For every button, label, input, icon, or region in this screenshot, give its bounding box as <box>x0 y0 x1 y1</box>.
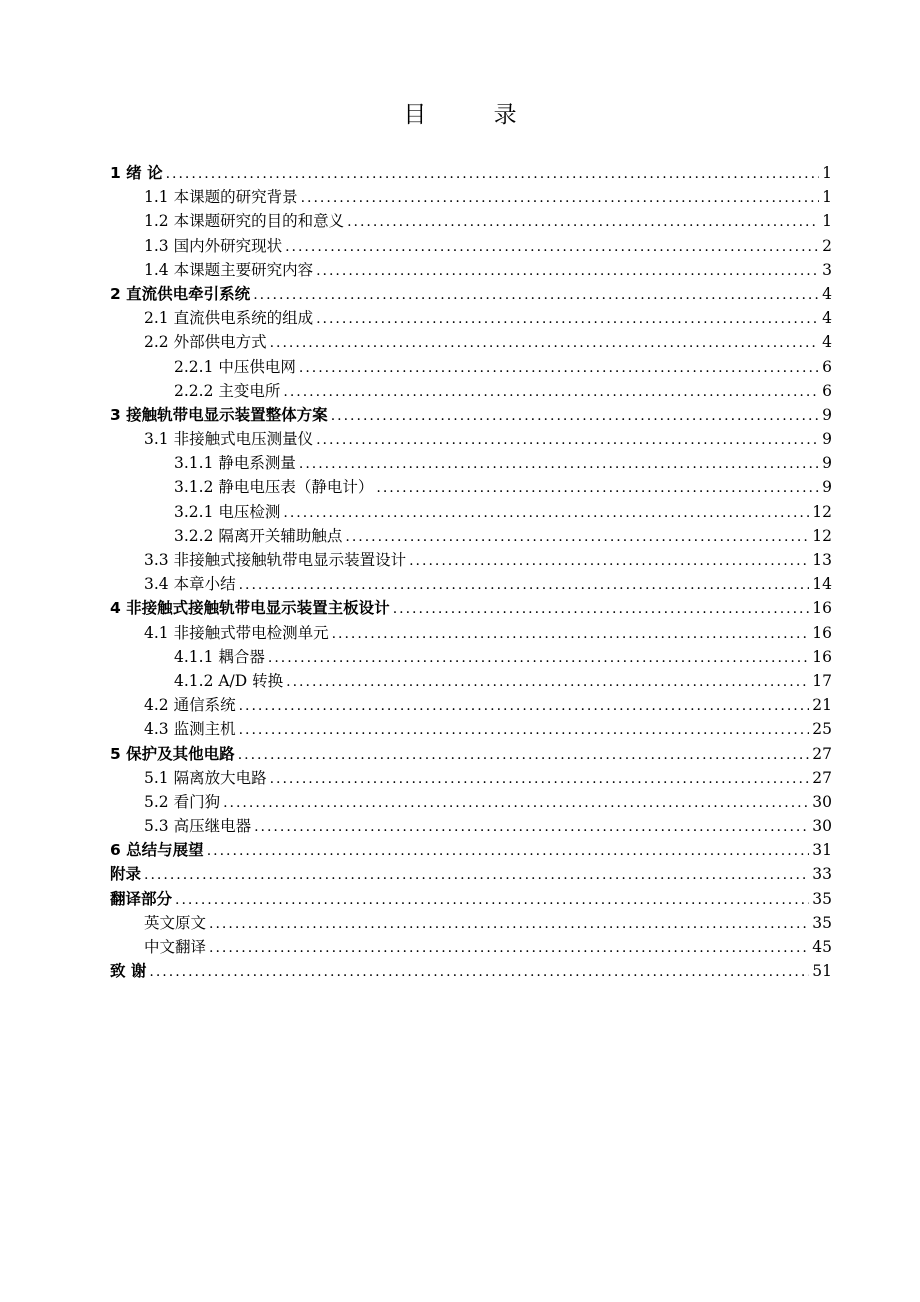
page-title: 目 录 <box>403 102 547 128</box>
toc-entry[interactable] <box>110 185 832 209</box>
toc-page-number: 3 <box>822 260 832 279</box>
toc-entry-label: 英文原文 <box>144 913 207 932</box>
toc-dot-leader <box>332 622 810 645</box>
toc-page-number: 12 <box>812 502 832 521</box>
toc-dot-leader <box>253 283 819 306</box>
toc-dot-leader <box>149 960 809 983</box>
toc-entry-label: 3 接触轨带电显示装置整体方案 <box>110 405 328 424</box>
toc-dot-leader <box>393 597 810 620</box>
toc-page-number: 9 <box>822 430 832 449</box>
toc-entry-label: 翻译部分 <box>110 889 173 908</box>
toc-entry-label: 致 谢 <box>110 962 147 981</box>
toc-page-number: 16 <box>812 647 832 666</box>
toc-entry[interactable] <box>110 306 832 330</box>
toc-dot-leader <box>376 476 819 499</box>
toc-entry-label: 6 总结与展望 <box>110 841 204 860</box>
toc-page-number: 12 <box>812 526 832 545</box>
toc-dot-leader <box>347 210 819 233</box>
toc-page-number: 1 <box>822 212 832 231</box>
toc-dot-leader <box>239 718 810 741</box>
toc-entry[interactable] <box>110 669 832 693</box>
toc-page-number: 31 <box>812 841 832 860</box>
toc-entry[interactable] <box>110 766 832 790</box>
toc-dot-leader <box>331 404 819 427</box>
toc-page-number: 25 <box>812 720 832 739</box>
toc-page-number: 17 <box>812 671 832 690</box>
toc-entry-label: 3.2.1 电压检测 <box>174 502 281 521</box>
toc-page-number: 27 <box>812 744 832 763</box>
toc-entry[interactable] <box>110 282 832 306</box>
toc-page-number: 14 <box>812 575 832 594</box>
toc-page-number: 45 <box>812 938 832 956</box>
toc-entry-label: 5.3 高压继电器 <box>144 817 252 836</box>
toc-entry-label: 4.1.1 耦合器 <box>174 647 265 666</box>
toc-page-number: 9 <box>822 454 832 473</box>
toc-entry-label: 中文翻译 <box>144 938 207 956</box>
toc-entry-label: 2.2.2 主变电所 <box>174 381 281 400</box>
toc-entry[interactable] <box>110 717 832 741</box>
toc-page-number: 6 <box>822 357 832 376</box>
toc-entry-label: 4.3 监测主机 <box>144 720 236 739</box>
toc-page-number: 1 <box>822 164 832 182</box>
toc-dot-leader <box>316 307 819 330</box>
toc-entry[interactable] <box>110 887 832 911</box>
toc-entry[interactable] <box>110 355 832 379</box>
toc-entry-label: 4.2 通信系统 <box>144 696 236 715</box>
toc-dot-leader <box>268 646 809 669</box>
toc-entry-label: 3.1.2 静电电压表（静电计） <box>174 478 374 497</box>
toc-dot-leader <box>316 259 819 282</box>
toc-dot-leader <box>239 694 810 717</box>
toc-entry[interactable] <box>110 427 832 451</box>
toc-entry-label: 1.3 国内外研究现状 <box>144 236 283 255</box>
toc-page-number: 35 <box>812 913 832 932</box>
toc-entry-label: 2.2.1 中压供电网 <box>174 357 296 376</box>
toc-entry[interactable] <box>110 935 832 959</box>
toc-entry-label: 5.2 看门狗 <box>144 792 221 811</box>
toc-dot-leader <box>285 235 819 258</box>
toc-dot-leader <box>345 525 809 548</box>
toc-dot-leader <box>209 936 809 959</box>
toc-entry-label: 3.2.2 隔离开关辅助触点 <box>174 526 343 545</box>
toc-entry-label: 3.3 非接触式接触轨带电显示装置设计 <box>144 551 407 569</box>
toc-page-number: 21 <box>812 696 832 715</box>
toc-entry-label: 3.1 非接触式电压测量仪 <box>144 430 314 449</box>
toc-page-number: 4 <box>822 333 832 352</box>
toc-page-number: 4 <box>822 284 832 303</box>
toc-dot-leader <box>316 428 819 451</box>
toc-dot-leader <box>209 912 809 935</box>
toc-entry-label: 5 保护及其他电路 <box>110 744 235 763</box>
toc-dot-leader <box>286 670 809 693</box>
toc-page-number: 2 <box>822 236 832 255</box>
toc-dot-leader <box>175 888 809 911</box>
toc-entry[interactable] <box>110 572 832 596</box>
toc-page-number: 1 <box>822 188 832 207</box>
toc-dot-leader <box>223 791 809 814</box>
toc-page-number: 13 <box>812 551 832 569</box>
toc-entry[interactable] <box>110 645 832 669</box>
toc-dot-leader <box>283 380 819 403</box>
toc-entry[interactable] <box>110 161 832 185</box>
toc-entry[interactable] <box>110 596 832 620</box>
toc-dot-leader <box>238 743 810 766</box>
toc-entry-label: 2 直流供电牵引系统 <box>110 284 251 303</box>
toc-entry-label: 4.1 非接触式带电检测单元 <box>144 623 329 642</box>
toc-entry-label: 1.1 本课题的研究背景 <box>144 188 298 207</box>
toc-entry[interactable] <box>110 258 832 282</box>
toc-entry[interactable] <box>110 548 832 572</box>
toc-page-number: 9 <box>822 478 832 497</box>
toc-entry[interactable] <box>110 693 832 717</box>
table-of-contents <box>110 161 832 983</box>
toc-page-number: 4 <box>822 309 832 328</box>
toc-entry[interactable] <box>110 911 832 935</box>
toc-page-number: 16 <box>812 623 832 642</box>
toc-dot-leader <box>270 767 810 790</box>
toc-entry-label: 2.1 直流供电系统的组成 <box>144 309 314 328</box>
toc-dot-leader <box>254 815 809 838</box>
toc-entry[interactable] <box>110 234 832 258</box>
toc-entry-label: 2.2 外部供电方式 <box>144 333 267 352</box>
toc-entry-label: 1.4 本课题主要研究内容 <box>144 260 314 279</box>
toc-entry[interactable] <box>110 379 832 403</box>
toc-entry[interactable] <box>110 814 832 838</box>
toc-entry[interactable] <box>110 500 832 524</box>
toc-page-number: 35 <box>812 889 832 908</box>
toc-entry[interactable] <box>110 403 832 427</box>
toc-dot-leader <box>299 452 819 475</box>
toc-dot-leader <box>409 549 809 572</box>
toc-entry-label: 3.4 本章小结 <box>144 575 236 594</box>
toc-entry[interactable] <box>110 862 832 886</box>
toc-dot-leader <box>283 501 809 524</box>
toc-page-number: 51 <box>812 962 832 981</box>
toc-entry[interactable] <box>110 475 832 499</box>
toc-entry[interactable] <box>110 838 832 862</box>
toc-entry[interactable] <box>110 330 832 354</box>
toc-page-number: 27 <box>812 768 832 787</box>
toc-entry-label: 4.1.2 A/D 转换 <box>174 671 284 690</box>
toc-dot-leader <box>270 331 820 354</box>
toc-entry-label: 5.1 隔离放大电路 <box>144 768 267 787</box>
toc-page-number: 16 <box>812 599 832 618</box>
toc-entry-label: 3.1.1 静电系测量 <box>174 454 296 473</box>
toc-dot-leader <box>239 573 810 596</box>
toc-page-number: 30 <box>812 817 832 836</box>
toc-page-number: 33 <box>812 865 832 884</box>
toc-entry-label: 4 非接触式接触轨带电显示装置主板设计 <box>110 599 390 618</box>
toc-page-number: 6 <box>822 381 832 400</box>
toc-dot-leader <box>144 863 809 886</box>
toc-entry[interactable] <box>110 790 832 814</box>
toc-entry[interactable] <box>110 959 832 983</box>
toc-page-number: 9 <box>822 405 832 424</box>
toc-entry-label: 附录 <box>110 865 142 884</box>
toc-entry[interactable] <box>110 451 832 475</box>
toc-dot-leader <box>166 162 820 185</box>
toc-entry-label: 1 绪 论 <box>110 164 163 182</box>
toc-entry[interactable] <box>110 524 832 548</box>
toc-dot-leader <box>299 356 819 379</box>
toc-entry[interactable] <box>110 621 832 645</box>
toc-entry[interactable] <box>110 742 832 766</box>
toc-entry[interactable] <box>110 209 832 233</box>
toc-entry-label: 1.2 本课题研究的目的和意义 <box>144 212 345 231</box>
toc-dot-leader <box>207 839 810 862</box>
toc-page-number: 30 <box>812 792 832 811</box>
toc-dot-leader <box>301 186 820 209</box>
